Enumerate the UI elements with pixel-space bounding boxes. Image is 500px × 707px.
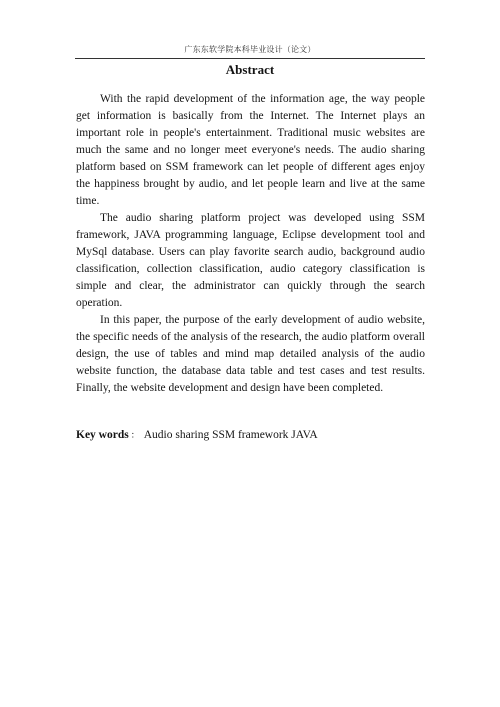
running-header: 广东东软学院本科毕业设计（论文） [184,45,316,54]
header-rule [75,58,425,59]
abstract-body [76,91,425,397]
keywords-label: Key words [76,429,129,441]
abstract-title: Abstract [225,62,275,77]
abstract-paragraph: In this paper, the purpose of the early development of audio website, the specific needs of the analysis of the research, the audio platform overall design, the use of tables and mind map detailed analysis of the audio website function, the database data table and test cases and test results. Finally, the website development and design have been completed. [76,314,425,394]
abstract-paragraph: With the rapid development of the information age, the way people get information is basically from the Internet. The Internet plays an important role in people's entertainment. Traditional music websites are much the same and no longer meet everyone's needs. The audio sharing platform based on SSM framework can let people of different ages enjoy the happiness brought by audio, and let people learn and live at the same time. [76,93,425,207]
abstract-paragraph: The audio sharing platform project was developed using SSM framework, JAVA programming language, Eclipse development tool and MySql database. Users can play favorite search audio, background audio classification, collection classification, audio category classification is simple and clear, the administrator can quickly through the search operation. [76,212,425,309]
keywords-value: Audio sharing SSM framework JAVA [143,429,318,441]
keywords-line [76,427,318,445]
keywords-separator: ： [130,431,140,441]
